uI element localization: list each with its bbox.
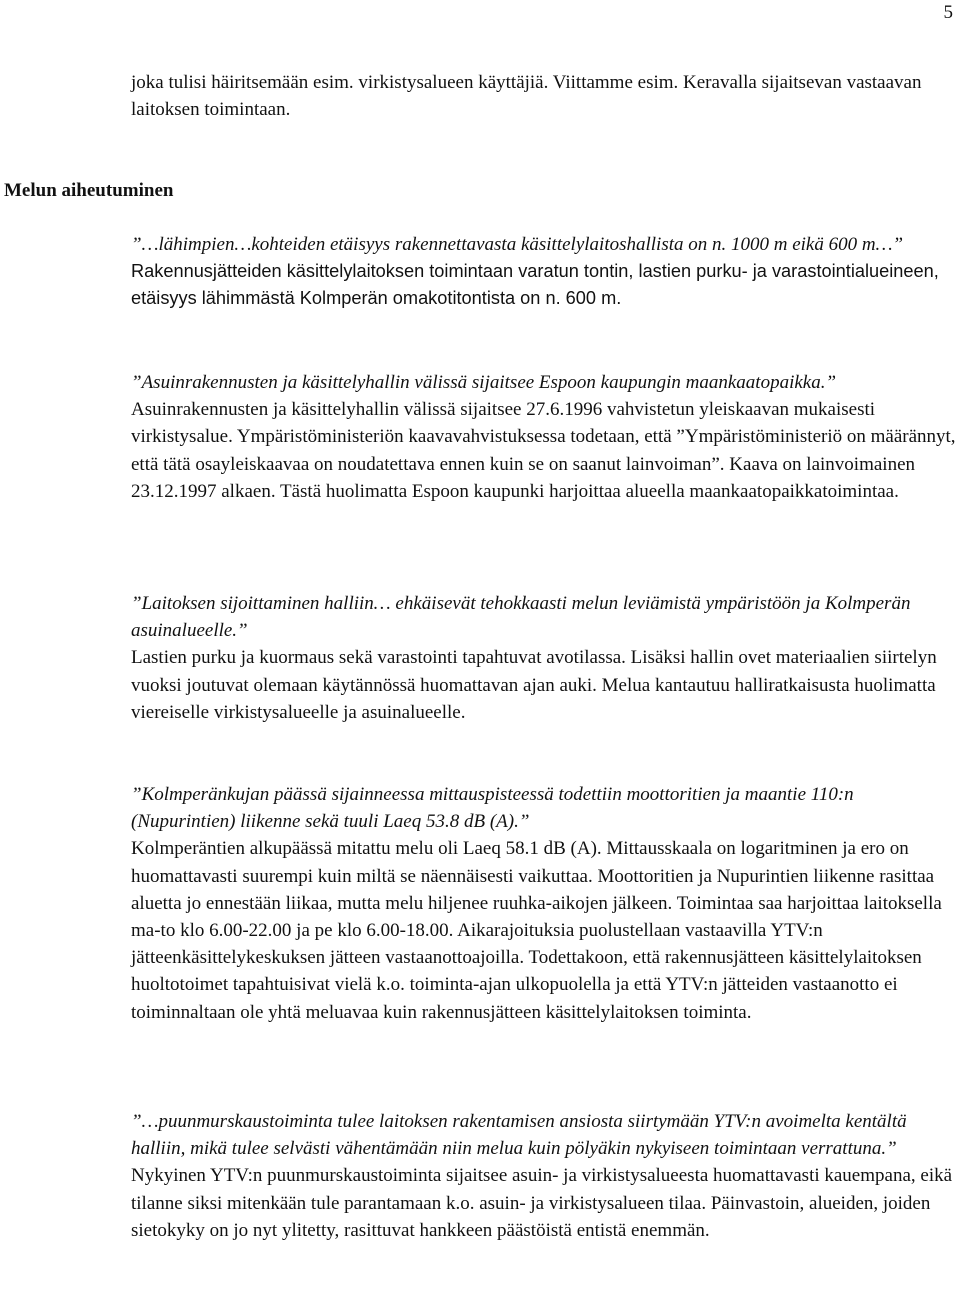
response-text: Asuinrakennusten ja käsittelyhallin välissä sijaitsee 27.6.1996 vahvistetun yleiskaavan mukaisesti virkistysalue. Ympäristöministeriön kaavavahvistuksessa todetaan, että ”Ympäristöministeriö on määrännyt, että tätä osayleiskaavaa on noudatettava ennen kuin se on saanut lainvoiman”. Kaava on lainvoimainen 23.12.1997 alkaen. Tästä huolimatta Espoon kaupunki harjoittaa alueella maankaatopaikkatoimintaa.: [131, 399, 956, 502]
quote-text: ”…puunmurskaustoiminta tulee laitoksen rakentamisen ansiosta siirtymään YTV:n avoimelta kentältä halliin, mikä tulee selvästi vähentämään niin melua kuin pölyäkin nykyiseen toimintaan verrattuna.”: [131, 1111, 907, 1160]
response-text: Rakennusjätteiden käsittelylaitoksen toimintaan varatun tontin, lastien purku- ja varastointialueineen, etäisyys lähimmästä Kolmperän omakotitontista on n. 600 m.: [131, 261, 939, 309]
comment-block-1: [131, 231, 959, 313]
intro-text: joka tulisi häiritsemään esim. virkistysalueen käyttäjiä. Viittamme esim. Keravalla sijaitsevan vastaavan laitoksen toimintaan.: [131, 72, 922, 121]
quote-text: ”Laitoksen sijoittaminen halliin… ehkäisevät tehokkaasti melun leviämistä ympäristöön ja Kolmperän asuinalueelle.”: [131, 593, 911, 642]
comment-block-2: [131, 369, 959, 505]
comment-block-5: [131, 1108, 959, 1244]
quote-text: ”Asuinrakennusten ja käsittelyhallin välissä sijaitsee Espoon kaupungin maankaatopaikka.”: [131, 372, 837, 393]
section-heading: Melun aiheutuminen: [4, 180, 174, 201]
response-text: Kolmperäntien alkupäässä mitattu melu oli Laeq 58.1 dB (A). Mittausskaala on logaritminen ja ero on huomattavasti suurempi kuin miltä se näennäisesti vaikuttaa. Moottoritien ja Nupurintien liikenne rasittaa aluetta jo ennestään liikaa, mutta melu hiljenee ruuhka-aikojen jälkeen. Toimintaa saa harjoittaa laitoksella ma-to klo 6.00-22.00 ja pe klo 6.00-18.00. Aikarajoituksia puolustellaan vastaavilla YTV:n jätteenkäsittelykeskuksen jätteen vastaanottoajoilla. Todettakoon, että rakennusjätteen käsittelylaitoksen huoltotoimet tapahtuisivat vielä k.o. toiminta-ajan ulkopuolella ja että YTV:n jätteiden vastaanotto ei toiminnaltaan ole yhtä meluavaa kuin rakennusjätteen käsittelylaitoksen toiminta.: [131, 838, 942, 1023]
quote-text: ”…lähimpien…kohteiden etäisyys rakennettavasta käsittelylaitoshallista on n. 1000 m eikä 600 m…”: [131, 234, 904, 255]
quote-text: ”Kolmperänkujan päässä sijainneessa mittauspisteessä todettiin moottoritien ja maantie 110:n (Nupurintien) liikenne sekä tuuli Laeq 53.8 dB (A).”: [131, 784, 854, 833]
page-number: 5: [943, 2, 953, 23]
comment-block-4: [131, 781, 959, 1026]
intro-paragraph: [131, 69, 959, 123]
response-text: Nykyinen YTV:n puunmurskaustoiminta sijaitsee asuin- ja virkistysalueesta huomattavasti kauempana, eikä tilanne siksi mitenkään tule parantamaan k.o. asuin- ja virkistysalueen tilaa. Päinvastoin, alueiden, joiden sietokyky on jo nyt ylitetty, rasittuvat hankkeen päästöistä entistä enemmän.: [131, 1165, 953, 1241]
comment-block-3: [131, 590, 959, 726]
response-text: Lastien purku ja kuormaus sekä varastointi tapahtuvat avotilassa. Lisäksi hallin ovet materiaalien siirtelyn vuoksi joutuvat olemaan käytännössä huomattavan ajan auki. Melua kantautuu halliratkaisusta huolimatta viereiselle virkistysalueelle ja asuinalueelle.: [131, 647, 937, 723]
